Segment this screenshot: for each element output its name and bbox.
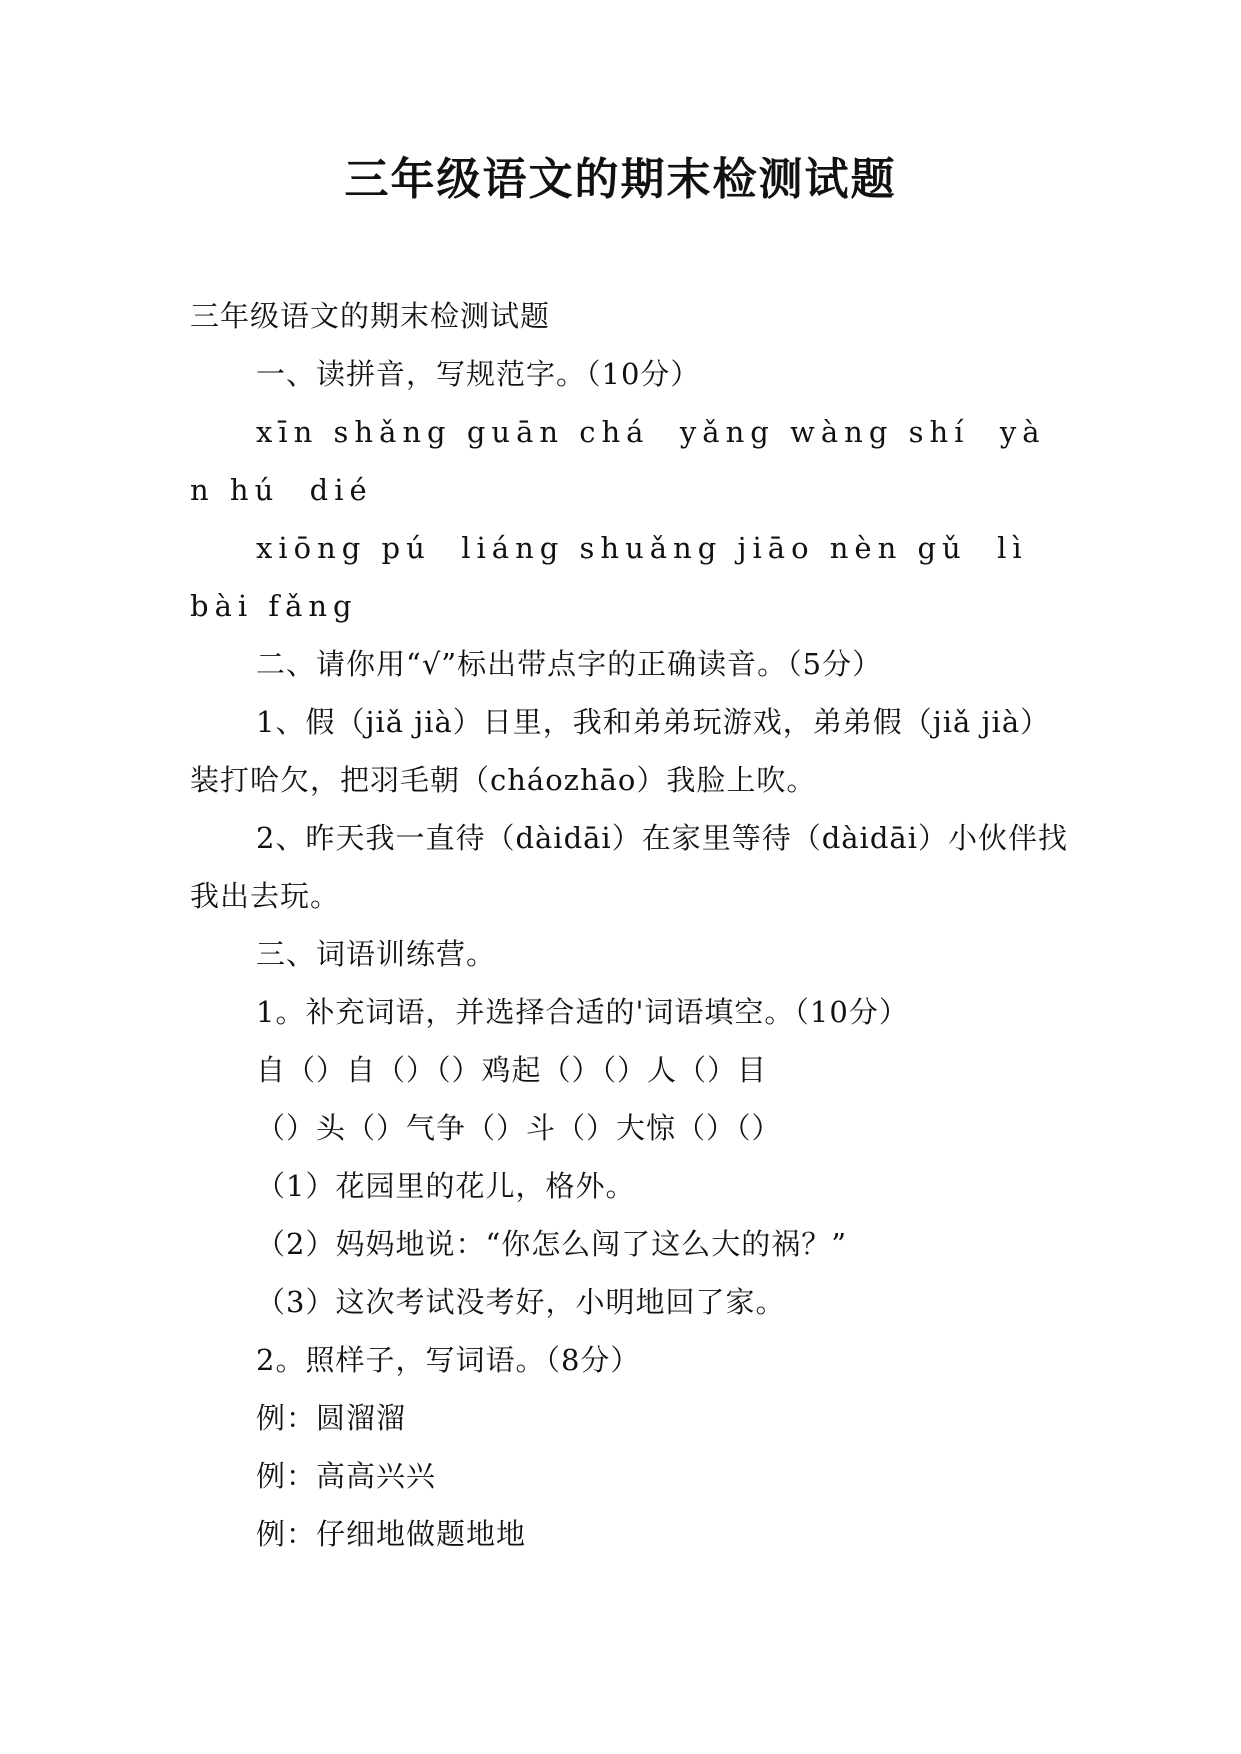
document-title: 三年级语文的期末检测试题 [344,154,897,205]
subtitle-line: 三年级语文的期末检测试题 [190,299,551,333]
question-3-2-heading: 2。照样子，写词语。（8分） [256,1343,641,1377]
example-3: 例：仔细地做题地地 [256,1517,527,1551]
section-one-heading: 一、读拼音，写规范字。（10分） [256,357,701,391]
fill-sentence-1: （1）花园里的花儿，格外。 [256,1169,636,1203]
question-3-1-heading: 1。补充词语，并选择合适的'词语填空。（10分） [256,995,909,1029]
fill-sentence-2: （2）妈妈地说：“你怎么闯了这么大的祸？” [256,1227,848,1261]
question-2-1: 1、假（jiǎ jià）日里，我和弟弟玩游戏，弟弟假（jiǎ jià）装打哈欠，把羽毛朝（cháozhāo）我脸上吹。 [190,705,1051,797]
pinyin-line-1: xīn shǎng guān chá yǎng wàng shí yàn hú dié [190,415,1046,507]
section-two-heading: 二、请你用“√”标出带点字的正确读音。（5分） [256,647,883,681]
idiom-row-2: （）头（）气争（）斗（）大惊（）（） [256,1111,782,1145]
document-body [190,287,1070,1563]
question-2-2: 2、昨天我一直待（dàidāi）在家里等待（dàidāi）小伙伴找我出去玩。 [190,821,1068,913]
idiom-row-1: 自（）自（）（）鸡起（）（）人（）目 [256,1053,768,1087]
section-three-heading: 三、词语训练营。 [256,937,497,971]
fill-sentence-3: （3）这次考试没考好，小明地回了家。 [256,1285,786,1319]
pinyin-line-2: xiōng pú liáng shuǎng jiāo nèn gǔ lì bài fǎng [190,531,1059,623]
example-1: 例：圆溜溜 [256,1401,407,1435]
example-2: 例：高高兴兴 [256,1459,437,1493]
